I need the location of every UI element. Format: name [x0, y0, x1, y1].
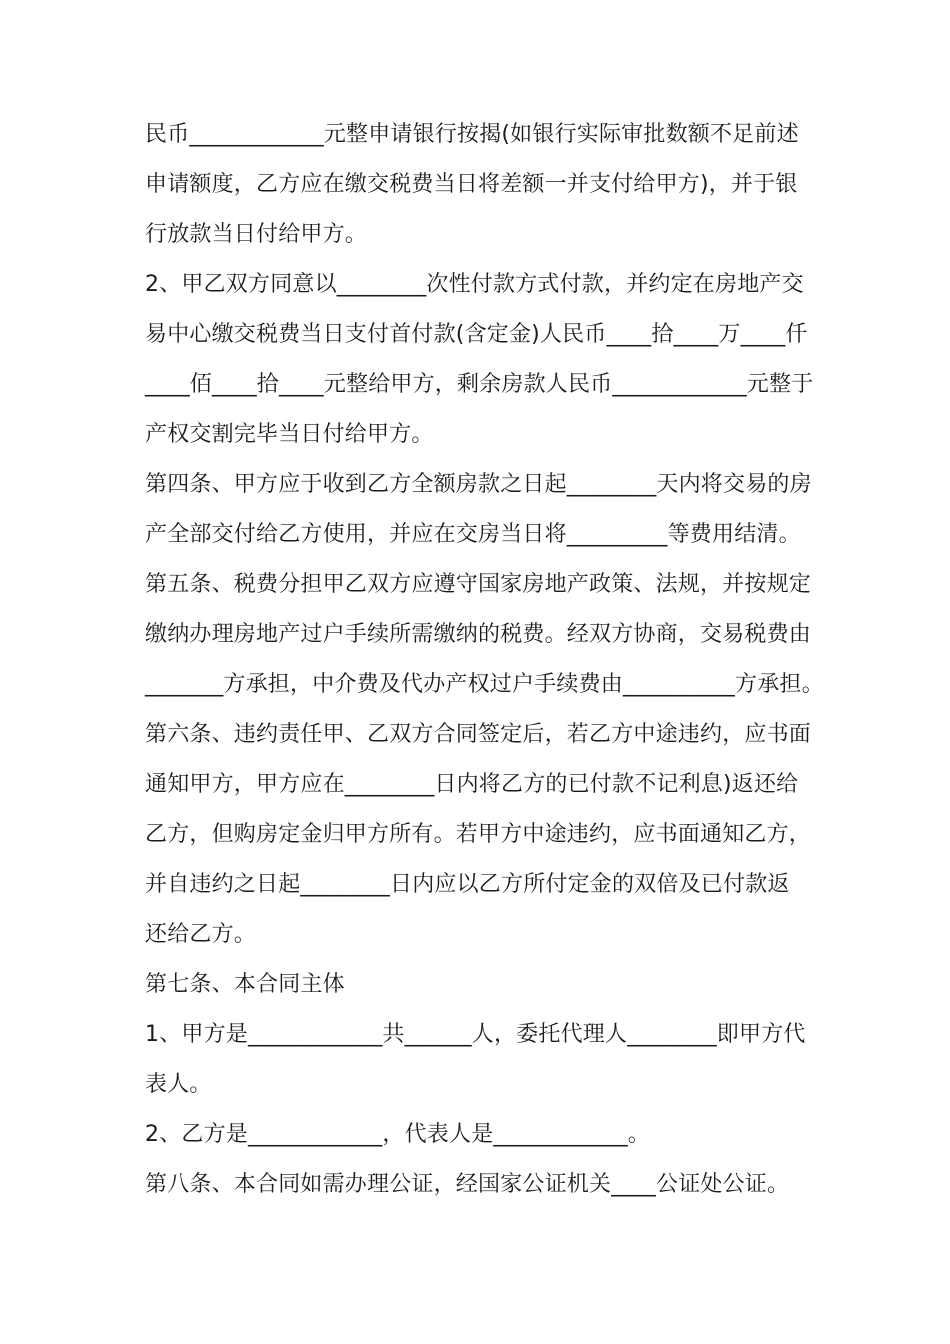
text-line-6: ____佰____拾____元整给甲方，剩余房款人民币____________元整于 — [145, 372, 814, 397]
text-line-1: 民币____________元整申请银行按揭(如银行实际审批数额不足前述 — [145, 122, 799, 147]
text-line-22: 第八条、本合同如需办理公证，经国家公证机关____公证处公证。 — [145, 1172, 790, 1197]
text-line-20: 表人。 — [145, 1072, 212, 1097]
text-line-19: 1、甲方是____________共______人，委托代理人________即甲方代 — [145, 1022, 806, 1047]
text-line-7: 产权交割完毕当日付给甲方。 — [145, 422, 434, 447]
text-line-2: 申请额度，乙方应在缴交税费当日将差额一并支付给甲方)，并于银 — [145, 172, 798, 197]
text-line-14: 通知甲方，甲方应在________日内将乙方的已付款不记利息)返还给 — [145, 772, 799, 797]
text-line-18: 第七条、本合同主体 — [145, 972, 345, 997]
text-line-17: 还给乙方。 — [145, 922, 257, 947]
text-line-3: 行放款当日付给甲方。 — [145, 222, 368, 247]
text-line-21: 2、乙方是____________，代表人是____________。 — [145, 1122, 650, 1147]
text-line-4: 2、甲乙双方同意以________次性付款方式付款，并约定在房地产交 — [145, 272, 804, 297]
text-line-16: 并自违约之日起________日内应以乙方所付定金的双倍及已付款返 — [145, 872, 790, 897]
text-line-5: 易中心缴交税费当日支付首付款(含定金)人民币____拾____万____仟 — [145, 322, 808, 347]
text-line-15: 乙方，但购房定金归甲方所有。若甲方中途违约，应书面通知乙方， — [145, 822, 812, 847]
text-line-10: 第五条、税费分担甲乙双方应遵守国家房地产政策、法规，并按规定 — [145, 572, 812, 597]
text-line-9: 产全部交付给乙方使用，并应在交房当日将_________等费用结清。 — [145, 522, 801, 547]
text-line-8: 第四条、甲方应于收到乙方全额房款之日起________天内将交易的房 — [145, 472, 812, 497]
text-line-13: 第六条、违约责任甲、乙双方合同签定后，若乙方中途违约，应书面 — [145, 722, 812, 747]
text-line-12: _______方承担，中介费及代办产权过户手续费由__________方承担。 — [145, 672, 824, 697]
text-line-11: 缴纳办理房地产过户手续所需缴纳的税费。经双方协商，交易税费由 — [145, 622, 812, 647]
